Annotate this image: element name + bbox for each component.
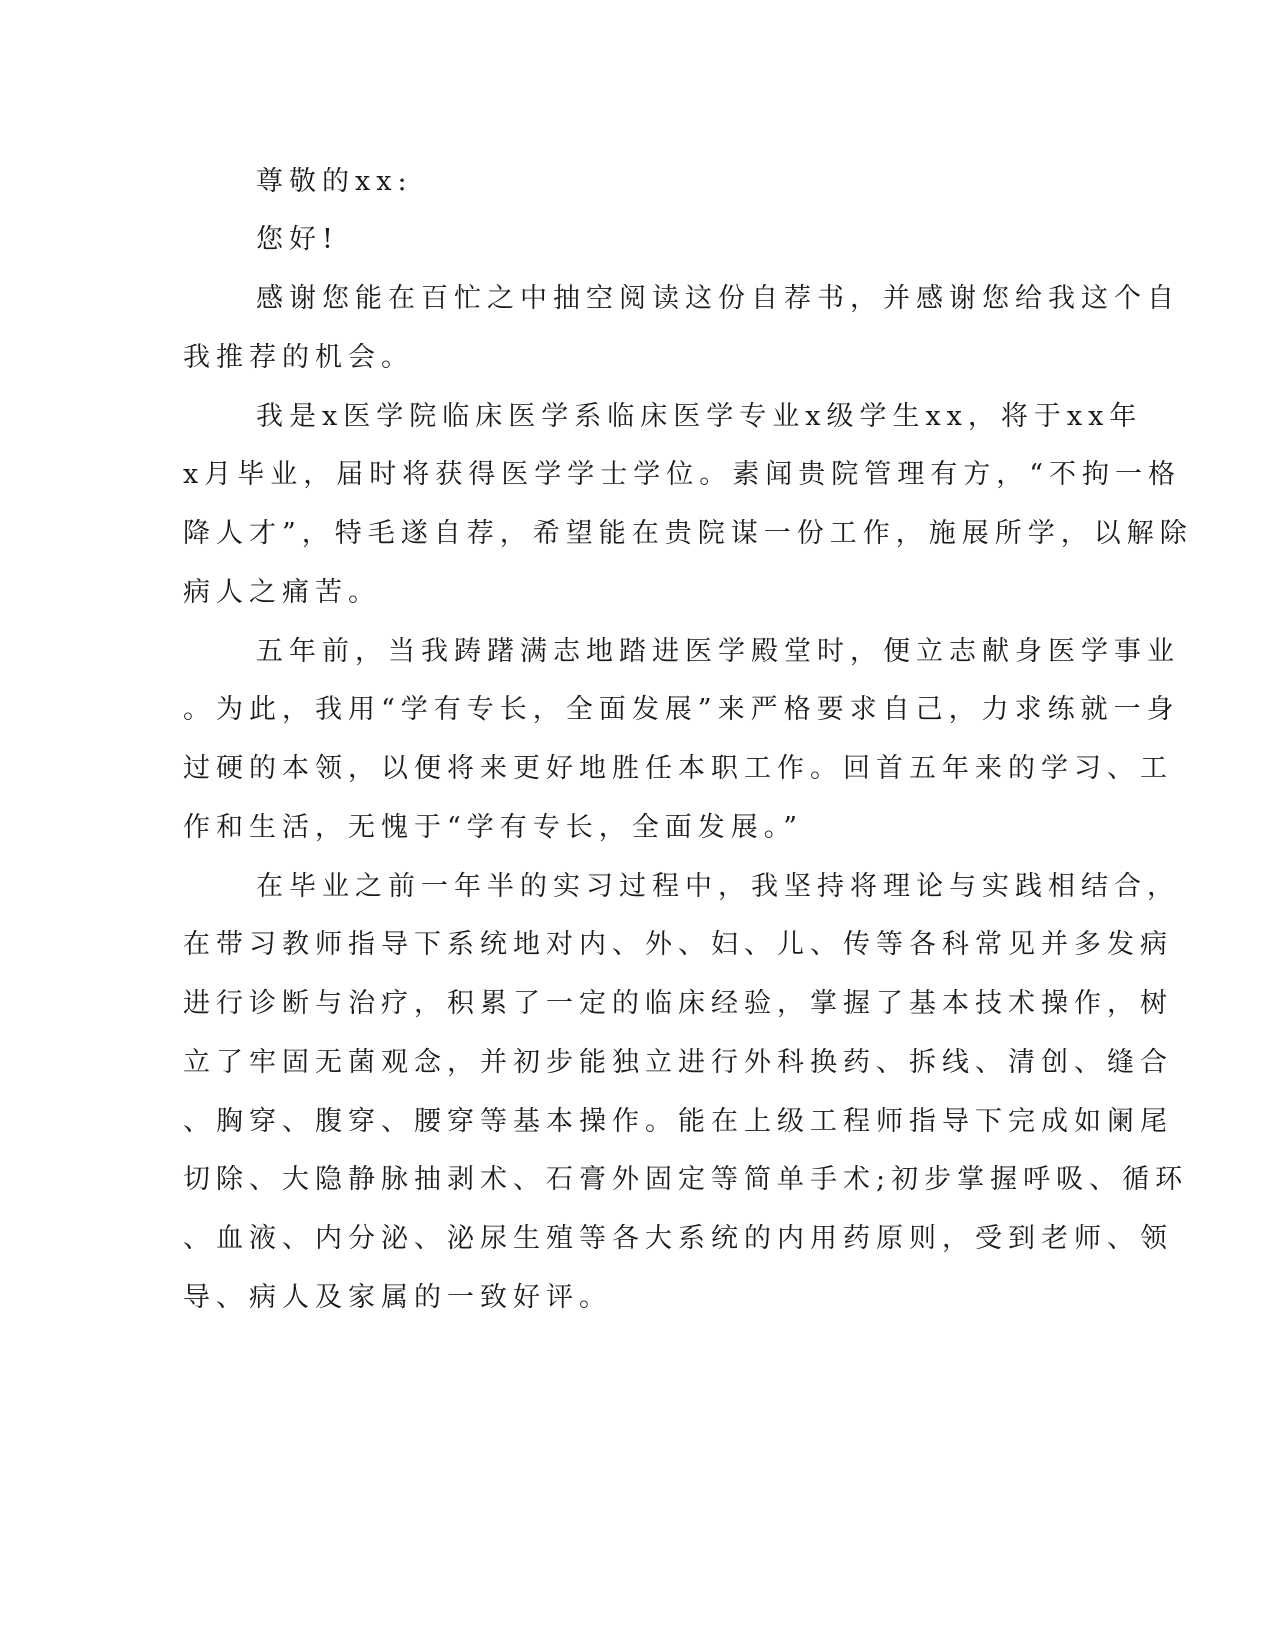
paragraph-line: 、血液、内分泌、泌尿生殖等各大系统的内用药原则，受到老师、领	[183, 1223, 1173, 1254]
paragraph-line: 作和生活，无愧于“学有专长，全面发展。”	[183, 812, 804, 843]
paragraph-line: 病人之痛苦。	[183, 577, 381, 608]
paragraph-line: 感谢您能在百忙之中抽空阅读这份自荐书，并感谢您给我这个自	[256, 283, 1180, 314]
paragraph-line: 导、病人及家属的一致好评。	[183, 1282, 612, 1313]
salutation: 尊敬的xx:	[256, 166, 413, 197]
paragraph-line: 我推荐的机会。	[183, 342, 414, 373]
paragraph-line: 立了牢固无菌观念，并初步能独立进行外科换药、拆线、清创、缝合	[183, 1047, 1173, 1078]
paragraph-line: 过硬的本领，以便将来更好地胜任本职工作。回首五年来的学习、工	[183, 753, 1173, 784]
paragraph-line: 进行诊断与治疗，积累了一定的临床经验，掌握了基本技术操作，树	[183, 988, 1173, 1019]
paragraph-line: x月毕业，届时将获得医学学士学位。素闻贵院管理有方，“不拘一格	[183, 459, 1182, 490]
paragraph-line: 。为此，我用“学有专长，全面发展”来严格要求自己，力求练就一身	[183, 694, 1180, 725]
paragraph-line: 我是x医学院临床医学系临床医学专业x级学生xx，将于xx年	[256, 401, 1143, 432]
paragraph-line: 、胸穿、腹穿、腰穿等基本操作。能在上级工程师指导下完成如阑尾	[183, 1106, 1173, 1137]
paragraph-line: 在带习教师指导下系统地对内、外、妇、儿、传等各科常见并多发病	[183, 929, 1173, 960]
paragraph-line: 切除、大隐静脉抽剥术、石膏外固定等简单手术;初步掌握呼吸、循环	[183, 1164, 1189, 1195]
paragraph-line: 降人才”，特毛遂自荐，希望能在贵院谋一份工作，施展所学，以解除	[183, 518, 1193, 549]
paragraph-line: 五年前，当我踌躇满志地踏进医学殿堂时，便立志献身医学事业	[256, 636, 1180, 667]
greeting: 您好!	[256, 224, 339, 255]
paragraph-line: 在毕业之前一年半的实习过程中，我坚持将理论与实践相结合，	[256, 871, 1180, 902]
